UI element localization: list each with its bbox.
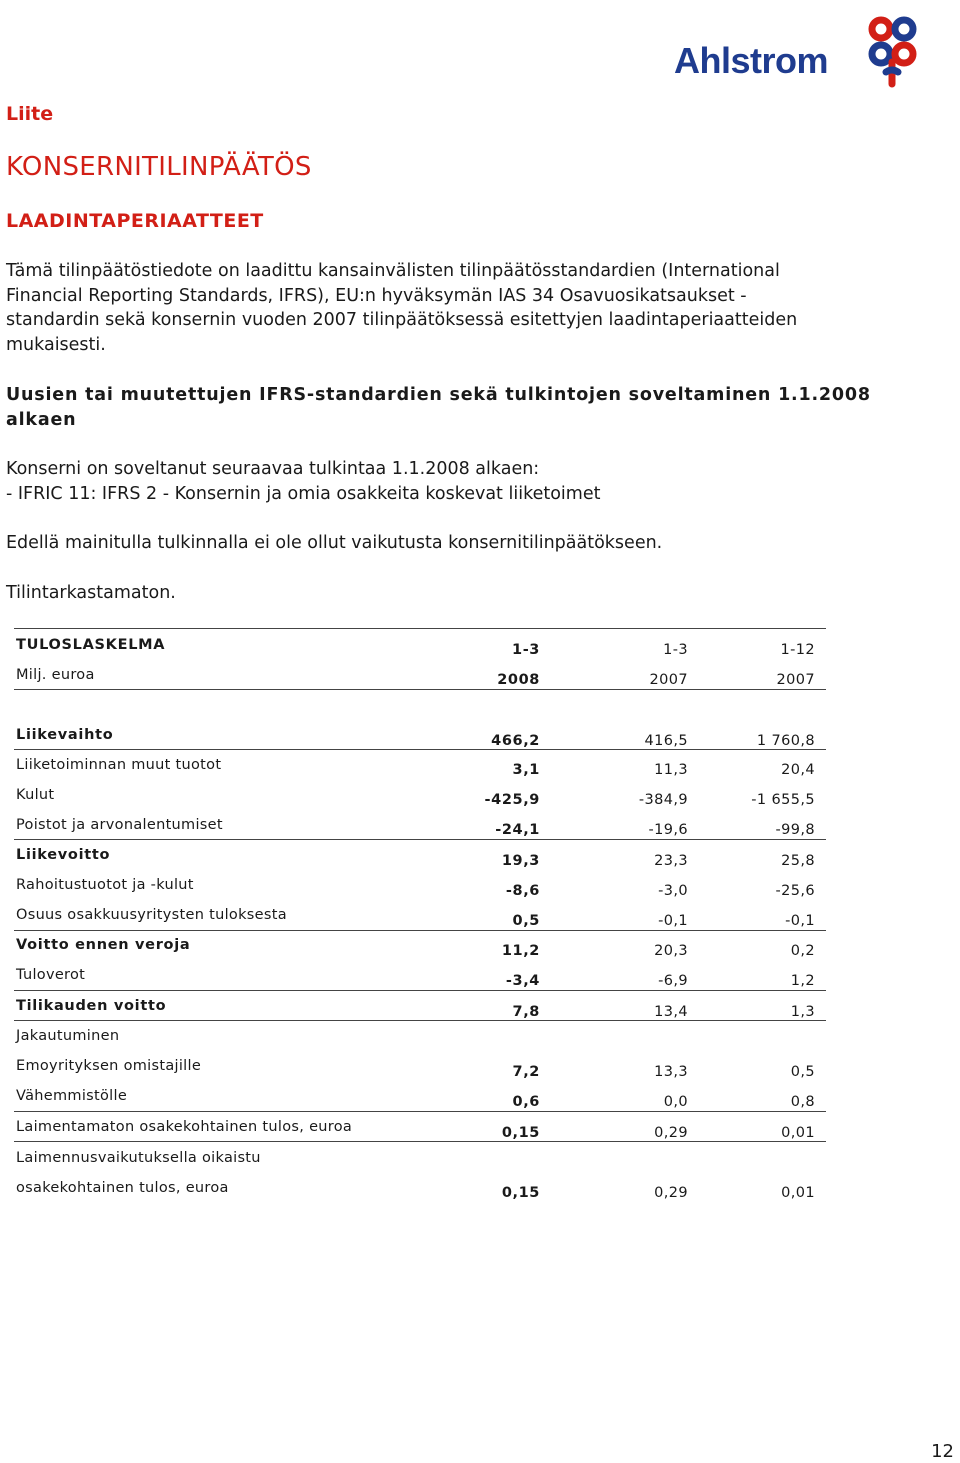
row-label: Liikevaihto (16, 727, 114, 743)
row-label: Laimennusvaikutuksella oikaistu (16, 1150, 261, 1166)
row-value: -0,1 (658, 913, 688, 929)
row-label: Liikevoitto (16, 847, 111, 863)
row-rule (14, 1141, 826, 1142)
row-value: 1 760,8 (756, 733, 815, 749)
row-value: 0,8 (790, 1094, 815, 1110)
row-value: 0,5 (512, 913, 540, 929)
section-title: LAADINTAPERIAATTEET (6, 210, 264, 232)
row-label: Tuloverot (16, 967, 86, 983)
year-header: 2007 (776, 672, 815, 688)
appendix-label: Liite (6, 103, 54, 125)
row-value: 13,4 (654, 1004, 688, 1020)
row-value: 0,29 (654, 1125, 688, 1141)
ifrs-body-line: Konserni on soveltanut seuraavaa tulkintaa 1.1.2008 alkaen: (6, 459, 540, 479)
row-value: -8,6 (505, 883, 540, 899)
logo-wordmark: Ahlstrom (674, 40, 829, 81)
row-label: Kulut (16, 787, 55, 803)
ifrs-body-line: - IFRIC 11: IFRS 2 - Konsernin ja omia osakkeita koskevat liiketoimet (6, 483, 601, 504)
row-value: 19,3 (501, 853, 540, 869)
row-rule (14, 1020, 826, 1021)
intro-line: standardin sekä konsernin vuoden 2007 tilinpäätöksessä esitettyjen laadintaperiaatteiden (6, 310, 798, 331)
row-value: 23,3 (654, 853, 688, 869)
period-header: 1-3 (663, 642, 688, 658)
row-value: 0,0 (663, 1094, 688, 1110)
row-label: Osuus osakkuusyritysten tuloksesta (16, 907, 287, 923)
ahlstrom-logo (668, 10, 960, 96)
row-label: osakekohtainen tulos, euroa (16, 1180, 229, 1196)
row-value: -25,6 (775, 883, 815, 899)
row-value: 7,2 (512, 1064, 540, 1080)
row-label: Jakautuminen (16, 1028, 120, 1044)
row-value: 11,2 (501, 943, 540, 959)
row-value: 0,15 (501, 1185, 540, 1201)
period-header: 1-12 (780, 642, 815, 658)
row-label: Emoyrityksen omistajille (16, 1058, 202, 1074)
row-label: Laimentamaton osakekohtainen tulos, euroa (16, 1119, 353, 1135)
row-value: 466,2 (491, 733, 540, 749)
row-value: -1 655,5 (751, 792, 815, 808)
row-value: 0,15 (501, 1125, 540, 1141)
intro-paragraph (6, 259, 956, 357)
ifrs-heading-line: Uusien tai muutettujen IFRS-standardien sekä tulkintojen soveltaminen 1.1.2008 (6, 385, 871, 405)
ifrs-heading (6, 383, 956, 433)
table-title: TULOSLASKELMA (16, 637, 166, 653)
row-label: Voitto ennen veroja (16, 937, 191, 953)
ahlstrom-emblem-icon (856, 12, 928, 92)
row-value: 0,01 (781, 1185, 815, 1201)
row-value: 1,3 (790, 1004, 815, 1020)
row-value: -425,9 (484, 792, 540, 808)
row-value: 11,3 (654, 762, 688, 778)
row-value: 25,8 (781, 853, 815, 869)
effect-statement: Edellä mainitulla tulkinnalla ei ole ollut vaikutusta konsernitilinpäätökseen. (6, 533, 663, 553)
intro-line: Financial Reporting Standards, IFRS), EU:n hyväksymän IAS 34 Osavuosikatsaukset - (6, 285, 747, 306)
row-value: 0,5 (790, 1064, 815, 1080)
page-number: 12 (931, 1441, 954, 1462)
page-title: KONSERNITILINPÄÄTÖS (6, 152, 312, 182)
row-value: -0,1 (785, 913, 815, 929)
row-rule (14, 749, 826, 750)
row-label: Tilikauden voitto (16, 998, 167, 1014)
row-value: -6,9 (658, 973, 688, 989)
row-value: -24,1 (495, 822, 540, 838)
row-value: 0,2 (790, 943, 815, 959)
row-value: -3,0 (658, 883, 688, 899)
row-rule (14, 1111, 826, 1112)
row-value: -99,8 (775, 822, 815, 838)
table-top-rule (14, 628, 826, 629)
row-value: 3,1 (512, 762, 540, 778)
row-value: 416,5 (644, 733, 688, 749)
row-label: Vähemmistölle (16, 1088, 128, 1104)
row-value: -3,4 (505, 973, 540, 989)
ifrs-body (6, 457, 956, 506)
row-rule (14, 930, 826, 931)
intro-line: mukaisesti. (6, 334, 106, 355)
intro-line: Tämä tilinpäätöstiedote on laadittu kansainvälisten tilinpäätösstandardien (International (6, 261, 780, 281)
row-label: Poistot ja arvonalentumiset (16, 817, 223, 833)
row-rule (14, 839, 826, 840)
audit-statement: Tilintarkastamaton. (6, 583, 176, 603)
row-value: -384,9 (638, 792, 688, 808)
row-value: 7,8 (512, 1004, 540, 1020)
year-header: 2007 (649, 672, 688, 688)
header-bottom-rule (14, 689, 826, 690)
row-value: 20,4 (781, 762, 815, 778)
row-label: Liiketoiminnan muut tuotot (16, 757, 222, 773)
row-value: 0,6 (512, 1094, 540, 1110)
row-value: -19,6 (648, 822, 688, 838)
unit-label: Milj. euroa (16, 667, 95, 683)
ifrs-heading-line: alkaen (6, 410, 77, 430)
row-label: Rahoitustuotot ja -kulut (16, 877, 194, 893)
row-value: 0,01 (781, 1125, 815, 1141)
row-value: 20,3 (654, 943, 688, 959)
row-rule (14, 990, 826, 991)
period-header: 1-3 (512, 642, 540, 658)
year-header: 2008 (497, 672, 540, 688)
row-value: 13,3 (654, 1064, 688, 1080)
row-value: 1,2 (790, 973, 815, 989)
row-value: 0,29 (654, 1185, 688, 1201)
